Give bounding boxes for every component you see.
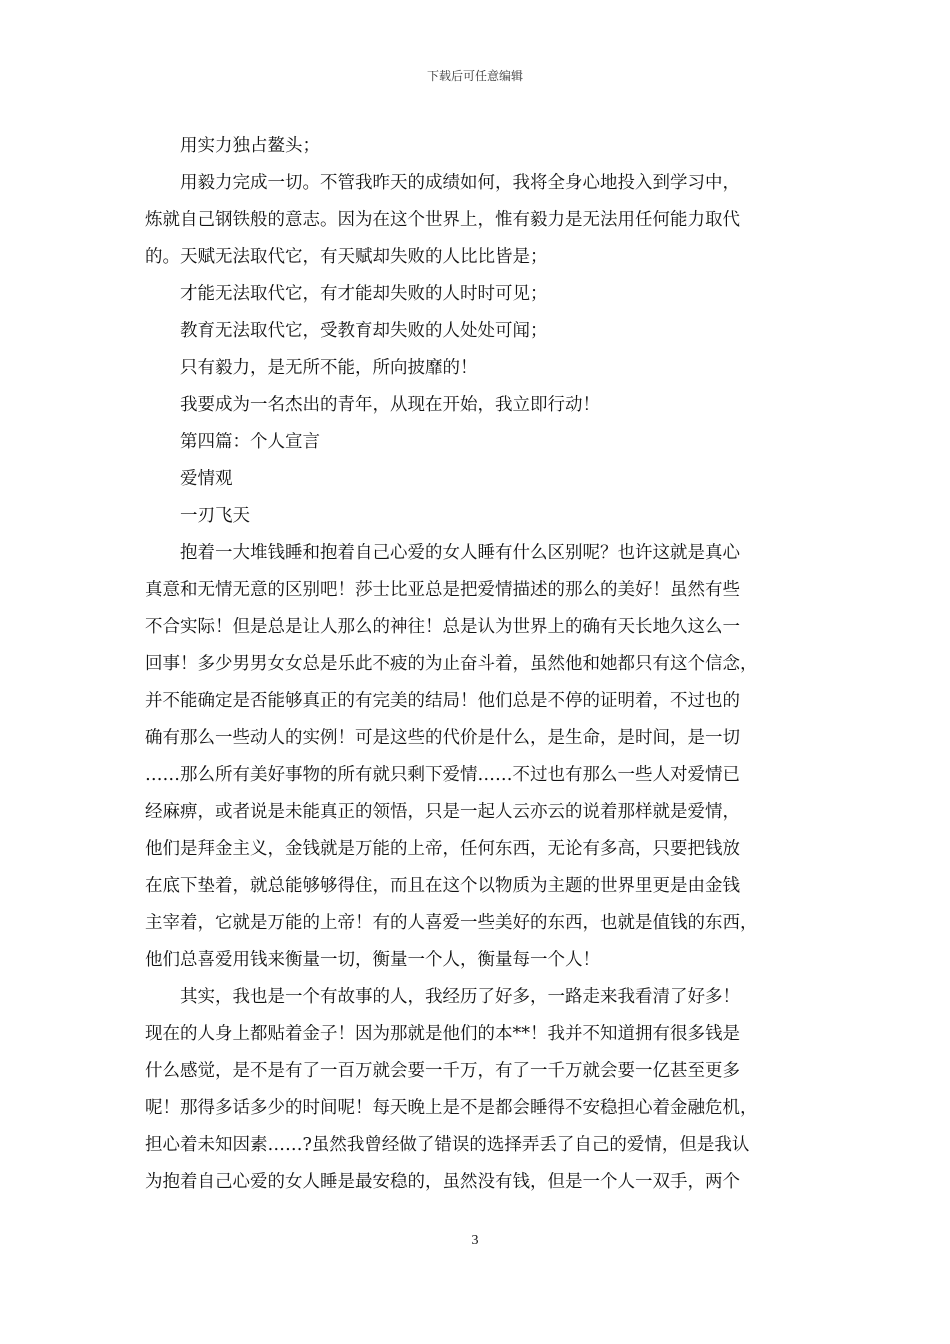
- text-line: 现在的人身上都贴着金子！因为那就是他们的本**！我并不知道拥有很多钱是: [145, 1024, 740, 1044]
- text-line: 为抱着自己心爱的女人睡是最安稳的，虽然没有钱，但是一个人一双手，两个: [145, 1172, 740, 1192]
- text-line: 担心着未知因素……?虽然我曾经做了错误的选择弄丢了自己的爱情，但是我认: [145, 1135, 750, 1155]
- text-line: 只有毅力，是无所不能，所向披靡的！: [180, 358, 478, 378]
- text-line: 回事！多少男男女女总是乐此不疲的为止奋斗着，虽然他和她都只有这个信念，: [145, 654, 758, 674]
- text-line: 真意和无情无意的区别吧！莎士比亚总是把爱情描述的那么的美好！虽然有些: [145, 580, 740, 600]
- article-title: 爱情观: [180, 469, 233, 489]
- section-heading: 第四篇：个人宣言: [180, 432, 320, 452]
- text-line: 他们是拜金主义，金钱就是万能的上帝，任何东西，无论有多高，只要把钱放: [145, 839, 740, 859]
- text-line: 不合实际！但是总是让人那么的神往！总是认为世界上的确有天长地久这么一: [145, 617, 740, 637]
- text-line: 在底下垫着，就总能够够得住，而且在这个以物质为主题的世界里更是由金钱: [145, 876, 740, 896]
- document-body: [145, 128, 815, 1201]
- text-line: 教育无法取代它，受教育却失败的人处处可闻；: [180, 321, 548, 341]
- article-author: 一刃飞天: [180, 506, 250, 526]
- text-line: 用毅力完成一切。不管我昨天的成绩如何，我将全身心地投入到学习中，: [180, 173, 740, 193]
- page-number: 3: [471, 1233, 479, 1248]
- text-line: 我要成为一名杰出的青年，从现在开始，我立即行动！: [180, 395, 600, 415]
- text-line: 抱着一大堆钱睡和抱着自己心爱的女人睡有什么区别呢？也许这就是真心: [180, 543, 740, 563]
- text-line: 确有那么一些动人的实例！可是这些的代价是什么，是生命，是时间，是一切: [145, 728, 740, 748]
- text-line: 其实，我也是一个有故事的人，我经历了好多，一路走来我看清了好多！: [180, 987, 740, 1007]
- text-line: 用实力独占鳌头；: [180, 136, 320, 156]
- text-line: 主宰着，它就是万能的上帝！有的人喜爱一些美好的东西，也就是值钱的东西，: [145, 913, 758, 933]
- text-line: 什么感觉，是不是有了一百万就会要一千万，有了一千万就会要一亿甚至更多: [145, 1061, 740, 1081]
- text-line: 经麻痹，或者说是未能真正的领悟，只是一起人云亦云的说着那样就是爱情，: [145, 802, 740, 822]
- text-line: 才能无法取代它，有才能却失败的人时时可见；: [180, 284, 548, 304]
- text-line: 呢！那得多话多少的时间呢！每天晚上是不是都会睡得不安稳担心着金融危机，: [145, 1098, 758, 1118]
- text-line: 炼就自己钢铁般的意志。因为在这个世界上，惟有毅力是无法用任何能力取代: [145, 210, 740, 230]
- page-header: 下载后可任意编辑: [426, 69, 523, 83]
- text-line: 他们总喜爱用钱来衡量一切，衡量一个人，衡量每一个人！: [145, 950, 600, 970]
- text-line: 的。天赋无法取代它，有天赋却失败的人比比皆是；: [145, 247, 548, 267]
- text-line: ……那么所有美好事物的所有就只剩下爱情……不过也有那么一些人对爱情已: [145, 765, 740, 785]
- text-line: 并不能确定是否能够真正的有完美的结局！他们总是不停的证明着，不过也的: [145, 691, 740, 711]
